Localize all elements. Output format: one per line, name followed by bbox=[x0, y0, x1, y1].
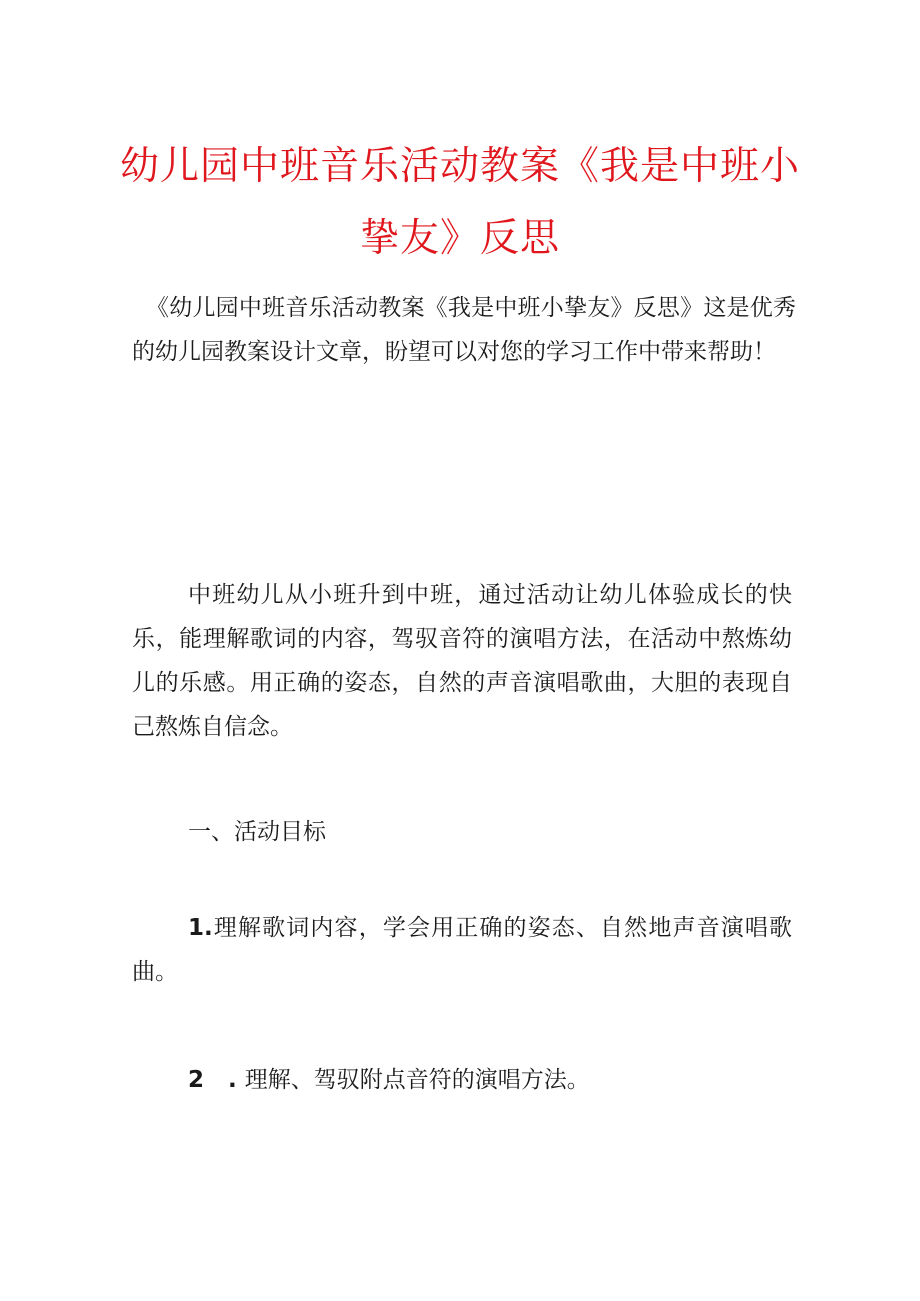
intro-paragraph: 《幼儿园中班音乐活动教案《我是中班小挚友》反思》这是优秀的幼儿园教案设计文章，盼望可以对您的学习工作中带来帮助！ bbox=[132, 295, 796, 365]
body-paragraph: 中班幼儿从小班升到中班，通过活动让幼儿体验成长的快乐，能理解歌词的内容，驾驭音符的演唱方法，在活动中熬炼幼儿的乐感。用正确的姿态，自然的声音演唱歌曲，大胆的表现自己熬炼自信念。 bbox=[132, 582, 792, 740]
section-heading: 一、活动目标 bbox=[188, 819, 326, 845]
goal-item-2-text: 理解、驾驭附点音符的演唱方法。 bbox=[244, 1067, 590, 1093]
goal-item-1 bbox=[132, 906, 792, 994]
goal-item-2 bbox=[132, 1058, 792, 1102]
document-title: 幼儿园中班音乐活动教案《我是中班小挚友》反思 bbox=[120, 144, 801, 261]
goal-item-1-number: 1. bbox=[188, 915, 213, 941]
goal-item-2-number: 2 . bbox=[188, 1067, 245, 1093]
goal-item-1-text: 理解歌词内容，学会用正确的姿态、自然地声音演唱歌曲。 bbox=[132, 915, 792, 985]
